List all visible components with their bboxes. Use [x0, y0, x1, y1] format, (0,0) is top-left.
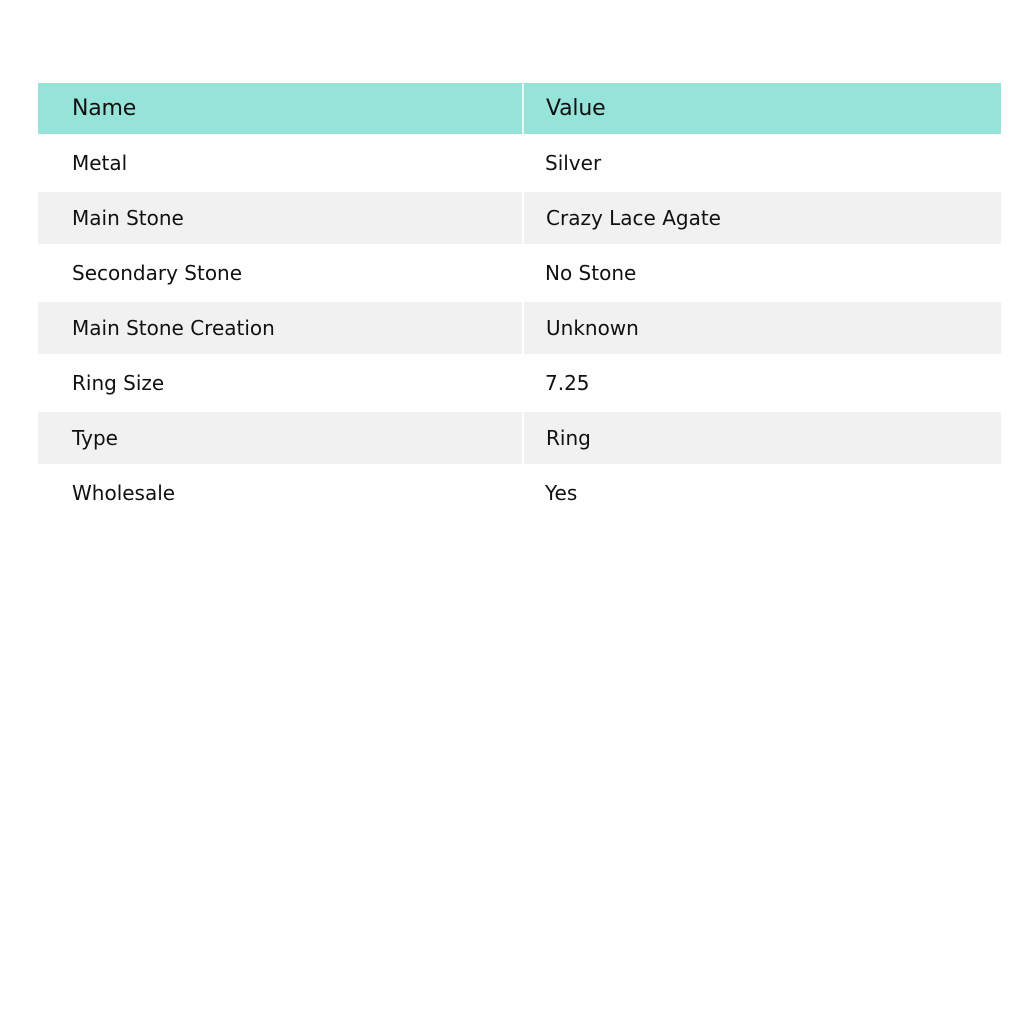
row-value-cell: Silver	[545, 151, 602, 175]
table-row	[38, 192, 1001, 244]
row-name-cell: Main Stone Creation	[72, 316, 275, 340]
row-name-cell: Metal	[72, 151, 128, 175]
table-header	[38, 83, 1001, 134]
table-row	[38, 302, 1001, 354]
row-value-cell: No Stone	[545, 261, 637, 285]
row-value-cell: Ring	[523, 412, 1001, 464]
product-spec-table	[38, 83, 1001, 522]
table-header-row	[38, 83, 1001, 134]
row-name-cell: Wholesale	[72, 481, 176, 505]
row-value-cell: Yes	[545, 481, 578, 505]
row-name-cell: Type	[72, 426, 118, 450]
row-value-cell: Crazy Lace Agate	[523, 192, 1001, 244]
table-row	[38, 412, 1001, 464]
row-name-cell: Main Stone	[72, 206, 184, 230]
table-row	[38, 244, 1001, 302]
row-value-cell: 7.25	[545, 371, 590, 395]
table-body	[38, 134, 1001, 522]
table-row	[38, 464, 1001, 522]
column-header-value: Value	[523, 83, 1001, 134]
row-name-cell: Secondary Stone	[72, 261, 243, 285]
column-header-name: Name	[72, 96, 137, 121]
table-row	[38, 354, 1001, 412]
table-row	[38, 134, 1001, 192]
row-value-cell: Unknown	[523, 302, 1001, 354]
row-name-cell: Ring Size	[72, 371, 165, 395]
